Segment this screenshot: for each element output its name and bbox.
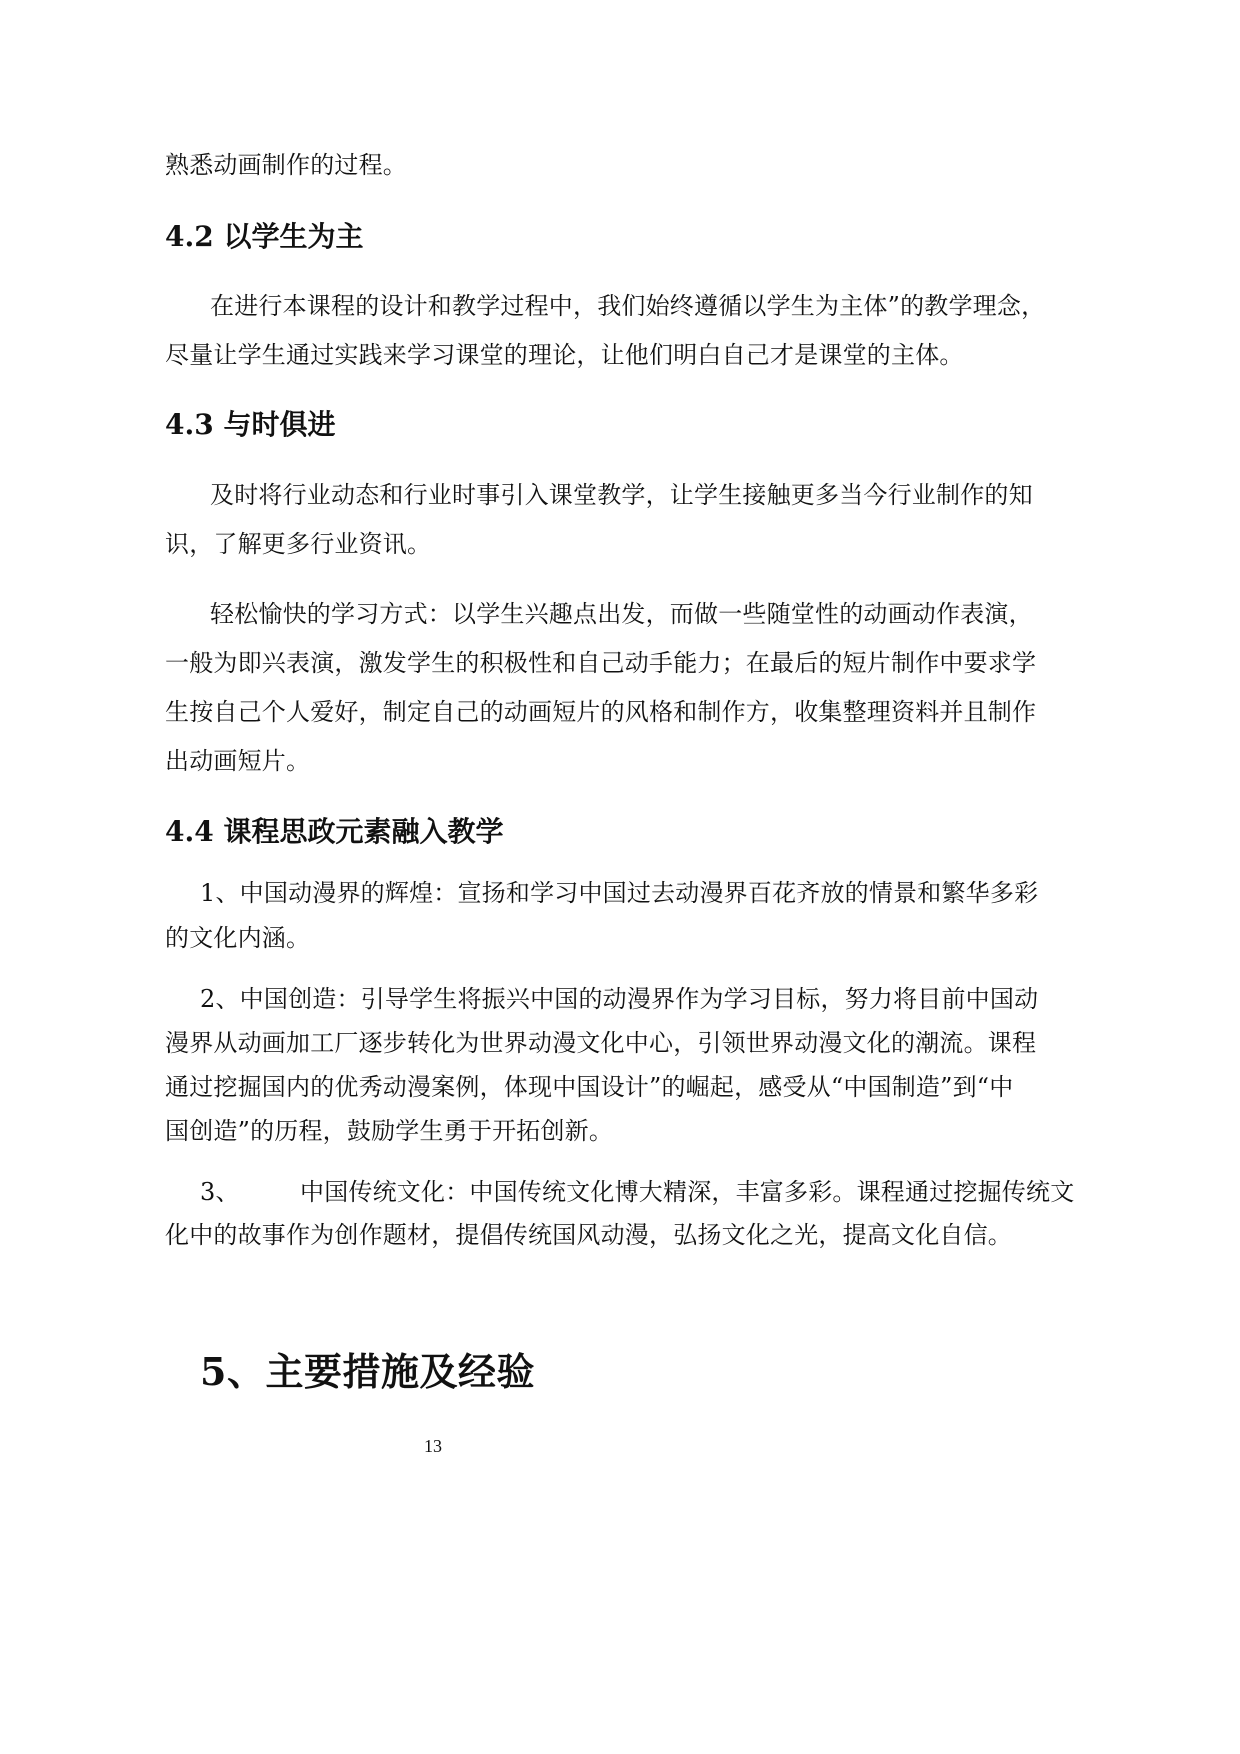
- paragraph-line: 在进行本课程的设计和教学过程中，我们始终遵循以学生为主体”的教学理念，: [210, 292, 1046, 320]
- paragraph-line: 熟悉动画制作的过程。: [165, 151, 407, 179]
- paragraph-line: 尽量让学生通过实践来学习课堂的理论，让他们明白自己才是课堂的主体。: [165, 341, 964, 369]
- paragraph-line: 一般为即兴表演，激发学生的积极性和自己动手能力；在最后的短片制作中要求学: [165, 649, 1037, 677]
- paragraph-line: 中国传统文化：中国传统文化博大精深，丰富多彩。课程通过挖掘传统文: [300, 1178, 1075, 1206]
- paragraph-line: 生按自己个人爱好，制定自己的动画短片的风格和制作方，收集整理资料并且制作: [165, 698, 1037, 726]
- paragraph-line: 轻松愉快的学习方式：以学生兴趣点出发，而做一些随堂性的动画动作表演，: [210, 600, 1033, 628]
- paragraph-line: 通过挖掘国内的优秀动漫案例，体现中国设计”的崛起，感受从“中国制造”到“中: [165, 1073, 1014, 1101]
- paragraph-line: 的文化内涵。: [165, 924, 311, 952]
- list-number: 3、: [200, 1178, 240, 1206]
- paragraph-line: 化中的故事作为创作题材，提倡传统国风动漫，弘扬文化之光，提高文化自信。: [165, 1221, 1012, 1249]
- paragraph-line: 国创造”的历程，鼓励学生勇于开拓创新。: [165, 1117, 614, 1145]
- page-number: 13: [424, 1436, 442, 1456]
- paragraph-line: 及时将行业动态和行业时事引入课堂教学，让学生接触更多当今行业制作的知: [210, 481, 1033, 509]
- section-heading-4-4: 4.4 课程思政元素融入教学: [165, 815, 504, 848]
- section-heading-4-2: 4.2 以学生为主: [165, 220, 364, 253]
- paragraph-line: 2、中国创造：引导学生将振兴中国的动漫界作为学习目标，努力将目前中国动: [200, 985, 1039, 1013]
- paragraph-line: 识，了解更多行业资讯。: [165, 530, 432, 558]
- section-heading-4-3: 4.3 与时俱进: [165, 408, 336, 441]
- paragraph-line: 漫界从动画加工厂逐步转化为世界动漫文化中心，引领世界动漫文化的潮流。课程: [165, 1029, 1037, 1057]
- paragraph-line: 出动画短片。: [165, 747, 311, 775]
- paragraph-line: 1、中国动漫界的辉煌：宣扬和学习中国过去动漫界百花齐放的情景和繁华多彩: [200, 879, 1039, 907]
- chapter-heading-5: 5、主要措施及经验: [200, 1349, 535, 1394]
